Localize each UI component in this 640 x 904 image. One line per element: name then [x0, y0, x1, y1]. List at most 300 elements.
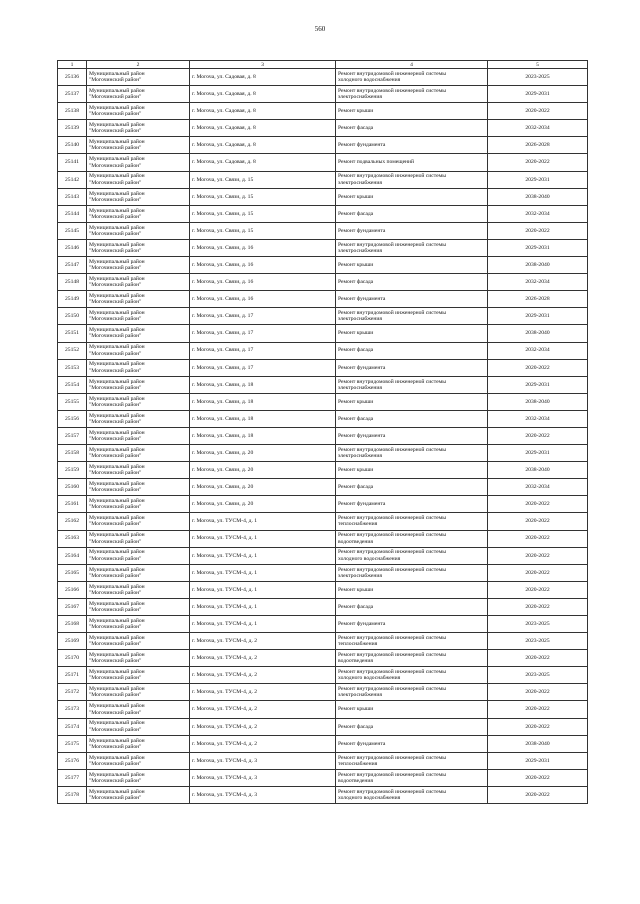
address-cell: г. Могоча, ул. ТУСМ-4, д. 3 [190, 769, 336, 786]
municipality-line-2: "Могочинский район" [89, 521, 142, 528]
municipality-line-1: Муниципальный район [89, 720, 145, 727]
municipality-cell [87, 650, 190, 667]
table-row [58, 222, 588, 239]
table-row [58, 786, 588, 803]
work-type-line-1: Ремонт фасада [338, 279, 374, 286]
work-type-line-1: Ремонт фундамента [338, 364, 386, 371]
address-cell: г. Могоча, ул. Садовая, д. 8 [190, 103, 336, 120]
table-row [58, 69, 588, 86]
work-type-cell [336, 462, 488, 479]
period-cell: 2020-2022 [488, 718, 588, 735]
address-cell: г. Могоча, ул. ТУСМ-4, д. 1 [190, 581, 336, 598]
period-cell: 2038-2040 [488, 257, 588, 274]
municipality-line-1: Муниципальный район [89, 122, 145, 129]
work-type-line-1: Ремонт внутридомовой инженерной системы [338, 652, 446, 659]
row-number: 25143 [58, 188, 87, 205]
work-type-line-1: Ремонт внутридомовой инженерной системы [338, 566, 446, 573]
address-cell: г. Могоча, ул. Связи, д. 15 [190, 171, 336, 188]
municipality-line-2: "Могочинский район" [89, 111, 142, 118]
municipality-line-1: Муниципальный район [89, 703, 145, 710]
work-type-cell [336, 513, 488, 530]
address-cell: г. Могоча, ул. ТУСМ-4, д. 3 [190, 752, 336, 769]
work-type-line-2: водоотведения [338, 777, 373, 784]
table-row [58, 359, 588, 376]
period-cell: 2020-2022 [488, 530, 588, 547]
work-type-cell [336, 479, 488, 496]
row-number: 25159 [58, 462, 87, 479]
work-type-cell [336, 376, 488, 393]
row-number: 25138 [58, 103, 87, 120]
period-cell: 2020-2022 [488, 786, 588, 803]
municipality-line-1: Муниципальный район [89, 70, 145, 77]
table-row [58, 239, 588, 256]
municipality-line-2: "Могочинский район" [89, 128, 142, 135]
period-cell: 2023-2025 [488, 616, 588, 633]
municipality-cell [87, 86, 190, 103]
address-cell: г. Могоча, ул. ТУСМ-4, д. 2 [190, 701, 336, 718]
municipality-line-2: "Могочинский район" [89, 162, 142, 169]
row-number: 25165 [58, 564, 87, 581]
work-type-line-1: Ремонт фасада [338, 723, 374, 730]
row-number: 25161 [58, 496, 87, 513]
municipality-line-2: "Могочинский район" [89, 213, 142, 220]
municipality-line-1: Муниципальный район [89, 754, 145, 761]
work-type-cell [336, 530, 488, 547]
municipality-line-1: Муниципальный район [89, 686, 145, 693]
address-cell: г. Могоча, ул. Связи, д. 16 [190, 274, 336, 291]
period-cell: 2020-2022 [488, 103, 588, 120]
header-row [58, 61, 588, 69]
work-type-cell [336, 786, 488, 803]
row-number: 25163 [58, 530, 87, 547]
work-type-cell [336, 701, 488, 718]
work-type-line-2: электроснабжения [338, 384, 382, 391]
municipality-cell [87, 291, 190, 308]
municipality-line-2: "Могочинский район" [89, 675, 142, 682]
column-header: 1 [58, 61, 87, 69]
work-type-line-2: холодного водоснабжения [338, 77, 401, 84]
work-type-line-1: Ремонт фасада [338, 125, 374, 132]
municipality-cell [87, 752, 190, 769]
work-type-line-1: Ремонт внутридомовой инженерной системы [338, 532, 446, 539]
work-type-cell [336, 769, 488, 786]
table-row [58, 547, 588, 564]
municipality-line-2: "Могочинский район" [89, 555, 142, 562]
work-type-cell [336, 239, 488, 256]
work-type-line-1: Ремонт фундамента [338, 296, 386, 303]
municipality-line-1: Муниципальный район [89, 241, 145, 248]
period-cell: 2038-2040 [488, 393, 588, 410]
period-cell: 2038-2040 [488, 462, 588, 479]
address-cell: г. Могоча, ул. Связи, д. 16 [190, 257, 336, 274]
work-type-cell [336, 752, 488, 769]
work-type-line-1: Ремонт фундамента [338, 740, 386, 747]
table-row [58, 769, 588, 786]
column-header: 3 [190, 61, 336, 69]
work-type-line-1: Ремонт крыши [338, 706, 374, 713]
address-cell: г. Могоча, ул. Садовая, д. 8 [190, 120, 336, 137]
municipality-line-1: Муниципальный район [89, 481, 145, 488]
municipality-line-1: Муниципальный район [89, 275, 145, 282]
work-type-cell [336, 120, 488, 137]
municipality-line-1: Муниципальный район [89, 378, 145, 385]
work-type-cell [336, 359, 488, 376]
municipality-line-2: "Могочинский район" [89, 504, 142, 511]
municipality-cell [87, 769, 190, 786]
address-cell: г. Могоча, ул. ТУСМ-4, д. 2 [190, 718, 336, 735]
municipality-line-1: Муниципальный район [89, 634, 145, 641]
work-type-line-1: Ремонт крыши [338, 398, 374, 405]
row-number: 25170 [58, 650, 87, 667]
row-number: 25172 [58, 684, 87, 701]
municipality-cell [87, 684, 190, 701]
table-row [58, 137, 588, 154]
address-cell: г. Могоча, ул. Садовая, д. 8 [190, 154, 336, 171]
row-number: 25151 [58, 325, 87, 342]
municipality-line-2: "Могочинский район" [89, 247, 142, 254]
municipality-line-1: Муниципальный район [89, 737, 145, 744]
row-number: 25173 [58, 701, 87, 718]
work-type-cell [336, 342, 488, 359]
municipality-line-2: "Могочинский район" [89, 658, 142, 665]
work-type-line-1: Ремонт крыши [338, 330, 374, 337]
row-number: 25154 [58, 376, 87, 393]
work-type-cell [336, 718, 488, 735]
municipality-cell [87, 393, 190, 410]
table-row [58, 257, 588, 274]
row-number: 25137 [58, 86, 87, 103]
municipality-cell [87, 376, 190, 393]
address-cell: г. Могоча, ул. Связи, д. 20 [190, 496, 336, 513]
work-type-cell [336, 137, 488, 154]
municipality-line-1: Муниципальный район [89, 464, 145, 470]
municipality-line-2: "Могочинский район" [89, 333, 142, 340]
work-type-line-1: Ремонт внутридомовой инженерной системы [338, 771, 446, 778]
row-number: 25176 [58, 752, 87, 769]
work-type-line-1: Ремонт крыши [338, 467, 374, 474]
municipality-line-1: Муниципальный район [89, 139, 145, 146]
work-type-cell [336, 86, 488, 103]
period-cell: 2020-2022 [488, 513, 588, 530]
municipality-line-2: "Могочинский район" [89, 316, 142, 323]
municipality-line-2: "Могочинский район" [89, 350, 142, 357]
work-type-line-2: электроснабжения [338, 692, 382, 699]
address-cell: г. Могоча, ул. Связи, д. 16 [190, 239, 336, 256]
table-row [58, 410, 588, 427]
municipality-line-2: "Могочинский район" [89, 538, 142, 545]
work-type-line-2: электроснабжения [338, 179, 382, 186]
municipality-line-2: "Могочинский район" [89, 401, 142, 408]
work-type-line-1: Ремонт фундамента [338, 142, 386, 149]
work-type-line-2: теплоснабжения [338, 760, 378, 767]
municipality-cell [87, 120, 190, 137]
address-cell: г. Могоча, ул. Связи, д. 15 [190, 205, 336, 222]
row-number: 25149 [58, 291, 87, 308]
table-row [58, 171, 588, 188]
work-type-line-1: Ремонт фасада [338, 210, 374, 217]
municipality-line-2: "Могочинский район" [89, 606, 142, 613]
municipality-cell [87, 257, 190, 274]
row-number: 25141 [58, 154, 87, 171]
municipality-cell [87, 701, 190, 718]
period-cell: 2029-2031 [488, 308, 588, 325]
municipality-line-1: Муниципальный район [89, 549, 145, 556]
column-header: 4 [336, 61, 488, 69]
address-cell: г. Могоча, ул. Связи, д. 20 [190, 479, 336, 496]
municipality-line-2: "Могочинский район" [89, 572, 142, 579]
work-type-line-1: Ремонт внутридомовой инженерной системы [338, 378, 446, 385]
row-number: 25139 [58, 120, 87, 137]
work-type-line-1: Ремонт фасада [338, 347, 374, 354]
municipality-cell [87, 667, 190, 684]
municipality-line-2: "Могочинский район" [89, 470, 142, 477]
period-cell: 2020-2022 [488, 359, 588, 376]
municipality-line-2: "Могочинский район" [89, 692, 142, 699]
municipality-line-1: Муниципальный район [89, 395, 145, 402]
address-cell: г. Могоча, ул. Связи, д. 17 [190, 342, 336, 359]
municipality-cell [87, 735, 190, 752]
column-header: 5 [488, 61, 588, 69]
row-number: 25171 [58, 667, 87, 684]
table-row [58, 581, 588, 598]
period-cell: 2032-2034 [488, 342, 588, 359]
municipality-line-2: "Могочинский район" [89, 453, 142, 460]
work-type-cell [336, 427, 488, 444]
municipality-line-1: Муниципальный район [89, 771, 145, 778]
period-cell: 2020-2022 [488, 650, 588, 667]
municipality-cell [87, 564, 190, 581]
municipality-cell [87, 359, 190, 376]
municipality-cell [87, 616, 190, 633]
municipality-line-2: "Могочинский район" [89, 179, 142, 186]
municipality-line-2: "Могочинский район" [89, 367, 142, 374]
municipality-line-1: Муниципальный район [89, 327, 145, 334]
work-type-line-2: электроснабжения [338, 316, 382, 323]
period-cell: 2029-2031 [488, 752, 588, 769]
table-row [58, 752, 588, 769]
municipality-cell [87, 222, 190, 239]
row-number: 25174 [58, 718, 87, 735]
municipality-cell [87, 69, 190, 86]
municipality-line-1: Муниципальный район [89, 669, 145, 676]
address-cell: г. Могоча, ул. Связи, д. 16 [190, 291, 336, 308]
period-cell: 2032-2034 [488, 274, 588, 291]
municipality-cell [87, 598, 190, 615]
table-row [58, 291, 588, 308]
table-row [58, 325, 588, 342]
work-type-cell [336, 154, 488, 171]
work-type-cell [336, 393, 488, 410]
municipality-line-1: Муниципальный район [89, 361, 145, 368]
address-cell: г. Могоча, ул. Связи, д. 15 [190, 188, 336, 205]
row-number: 25144 [58, 205, 87, 222]
municipality-line-1: Муниципальный район [89, 293, 145, 300]
municipality-line-1: Муниципальный район [89, 310, 145, 317]
work-type-line-2: водоотведения [338, 538, 373, 545]
period-cell: 2023-2025 [488, 69, 588, 86]
work-type-cell [336, 410, 488, 427]
work-type-line-1: Ремонт фасада [338, 603, 374, 610]
work-type-line-1: Ремонт внутридомовой инженерной системы [338, 515, 446, 522]
table-row [58, 462, 588, 479]
address-cell: г. Могоча, ул. ТУСМ-4, д. 1 [190, 616, 336, 633]
municipality-line-2: "Могочинский район" [89, 145, 142, 152]
municipality-cell [87, 154, 190, 171]
municipality-cell [87, 462, 190, 479]
table-row [58, 274, 588, 291]
municipality-line-1: Муниципальный район [89, 344, 145, 351]
table-row [58, 530, 588, 547]
period-cell: 2038-2040 [488, 325, 588, 342]
municipality-line-2: "Могочинский район" [89, 760, 142, 767]
address-cell: г. Могоча, ул. Связи, д. 20 [190, 445, 336, 462]
row-number: 25162 [58, 513, 87, 530]
address-cell: г. Могоча, ул. ТУСМ-4, д. 2 [190, 650, 336, 667]
period-cell: 2020-2022 [488, 427, 588, 444]
municipality-line-1: Муниципальный район [89, 617, 145, 624]
municipality-line-1: Муниципальный район [89, 156, 145, 163]
table-row [58, 376, 588, 393]
work-type-line-2: теплоснабжения [338, 521, 378, 528]
row-number: 25136 [58, 69, 87, 86]
work-type-cell [336, 69, 488, 86]
work-type-cell [336, 598, 488, 615]
period-cell: 2020-2022 [488, 564, 588, 581]
work-type-cell [336, 188, 488, 205]
municipality-cell [87, 581, 190, 598]
row-number: 25164 [58, 547, 87, 564]
period-cell: 2029-2031 [488, 376, 588, 393]
municipality-line-2: "Могочинский район" [89, 196, 142, 203]
municipality-cell [87, 342, 190, 359]
address-cell: г. Могоча, ул. Садовая, д. 8 [190, 137, 336, 154]
period-cell: 2020-2022 [488, 598, 588, 615]
period-cell: 2026-2028 [488, 291, 588, 308]
municipality-cell [87, 325, 190, 342]
period-cell: 2029-2031 [488, 239, 588, 256]
municipality-line-1: Муниципальный район [89, 224, 145, 231]
municipality-line-1: Муниципальный район [89, 258, 145, 265]
work-type-line-1: Ремонт фундамента [338, 432, 386, 439]
table-row [58, 120, 588, 137]
address-cell: г. Могоча, ул. Связи, д. 17 [190, 325, 336, 342]
municipality-line-1: Муниципальный район [89, 652, 145, 659]
municipality-line-1: Муниципальный район [89, 446, 145, 453]
work-type-cell [336, 581, 488, 598]
work-type-cell [336, 205, 488, 222]
table-row [58, 564, 588, 581]
period-cell: 2020-2022 [488, 154, 588, 171]
column-header: 2 [87, 61, 190, 69]
municipality-line-2: "Могочинский район" [89, 743, 142, 750]
municipality-line-2: "Могочинский район" [89, 641, 142, 648]
work-type-line-1: Ремонт внутридомовой инженерной системы [338, 173, 446, 180]
municipality-cell [87, 513, 190, 530]
work-type-line-2: холодного водоснабжения [338, 675, 401, 682]
row-number: 25178 [58, 786, 87, 803]
table-row [58, 718, 588, 735]
period-cell: 2029-2031 [488, 86, 588, 103]
municipality-line-2: "Могочинский район" [89, 709, 142, 716]
period-cell: 2020-2022 [488, 684, 588, 701]
work-type-line-1: Ремонт внутридомовой инженерной системы [338, 788, 446, 795]
row-number: 25155 [58, 393, 87, 410]
table-row [58, 667, 588, 684]
row-number: 25157 [58, 427, 87, 444]
address-cell: г. Могоча, ул. Садовая, д. 8 [190, 86, 336, 103]
address-cell: г. Могоча, ул. ТУСМ-4, д. 1 [190, 547, 336, 564]
municipality-cell [87, 427, 190, 444]
period-cell: 2038-2040 [488, 188, 588, 205]
row-number: 25166 [58, 581, 87, 598]
address-cell: г. Могоча, ул. ТУСМ-4, д. 1 [190, 564, 336, 581]
work-type-line-2: холодного водоснабжения [338, 794, 401, 801]
table-row [58, 684, 588, 701]
municipality-line-1: Муниципальный район [89, 532, 145, 539]
municipality-line-1: Муниципальный район [89, 173, 145, 180]
row-number: 25153 [58, 359, 87, 376]
address-cell: г. Могоча, ул. Связи, д. 15 [190, 222, 336, 239]
address-cell: г. Могоча, ул. ТУСМ-4, д. 2 [190, 633, 336, 650]
address-cell: г. Могоча, ул. Связи, д. 18 [190, 427, 336, 444]
row-number: 25140 [58, 137, 87, 154]
row-number: 25150 [58, 308, 87, 325]
work-type-line-1: Ремонт фундамента [338, 620, 386, 627]
work-type-line-1: Ремонт внутридомовой инженерной системы [338, 669, 446, 676]
municipality-line-2: "Могочинский район" [89, 794, 142, 801]
table-row [58, 735, 588, 752]
municipality-cell [87, 137, 190, 154]
municipality-cell [87, 171, 190, 188]
work-type-line-2: электроснабжения [338, 453, 382, 460]
work-type-line-2: электроснабжения [338, 572, 382, 579]
period-cell: 2032-2034 [488, 120, 588, 137]
register-table [57, 60, 588, 804]
row-number: 25168 [58, 616, 87, 633]
row-number: 25146 [58, 239, 87, 256]
municipality-cell [87, 633, 190, 650]
work-type-line-1: Ремонт фасада [338, 415, 374, 422]
work-type-line-1: Ремонт внутридомовой инженерной системы [338, 634, 446, 641]
row-number: 25156 [58, 410, 87, 427]
work-type-line-1: Ремонт внутридомовой инженерной системы [338, 446, 446, 453]
municipality-cell [87, 530, 190, 547]
municipality-line-2: "Могочинский район" [89, 299, 142, 306]
municipality-line-1: Муниципальный район [89, 566, 145, 573]
row-number: 25160 [58, 479, 87, 496]
work-type-cell [336, 496, 488, 513]
table-row [58, 308, 588, 325]
municipality-cell [87, 718, 190, 735]
period-cell: 2023-2025 [488, 633, 588, 650]
row-number: 25177 [58, 769, 87, 786]
table-row [58, 496, 588, 513]
address-cell: г. Могоча, ул. Связи, д. 18 [190, 393, 336, 410]
row-number: 25142 [58, 171, 87, 188]
municipality-cell [87, 188, 190, 205]
municipality-cell [87, 445, 190, 462]
table-row [58, 513, 588, 530]
row-number: 25158 [58, 445, 87, 462]
municipality-line-1: Муниципальный район [89, 515, 145, 522]
work-type-line-1: Ремонт фундамента [338, 501, 386, 508]
municipality-line-2: "Могочинский район" [89, 230, 142, 237]
municipality-line-2: "Могочинский район" [89, 384, 142, 391]
row-number: 25148 [58, 274, 87, 291]
address-cell: г. Могоча, ул. ТУСМ-4, д. 1 [190, 513, 336, 530]
work-type-line-1: Ремонт внутридомовой инженерной системы [338, 87, 446, 94]
table-row [58, 154, 588, 171]
